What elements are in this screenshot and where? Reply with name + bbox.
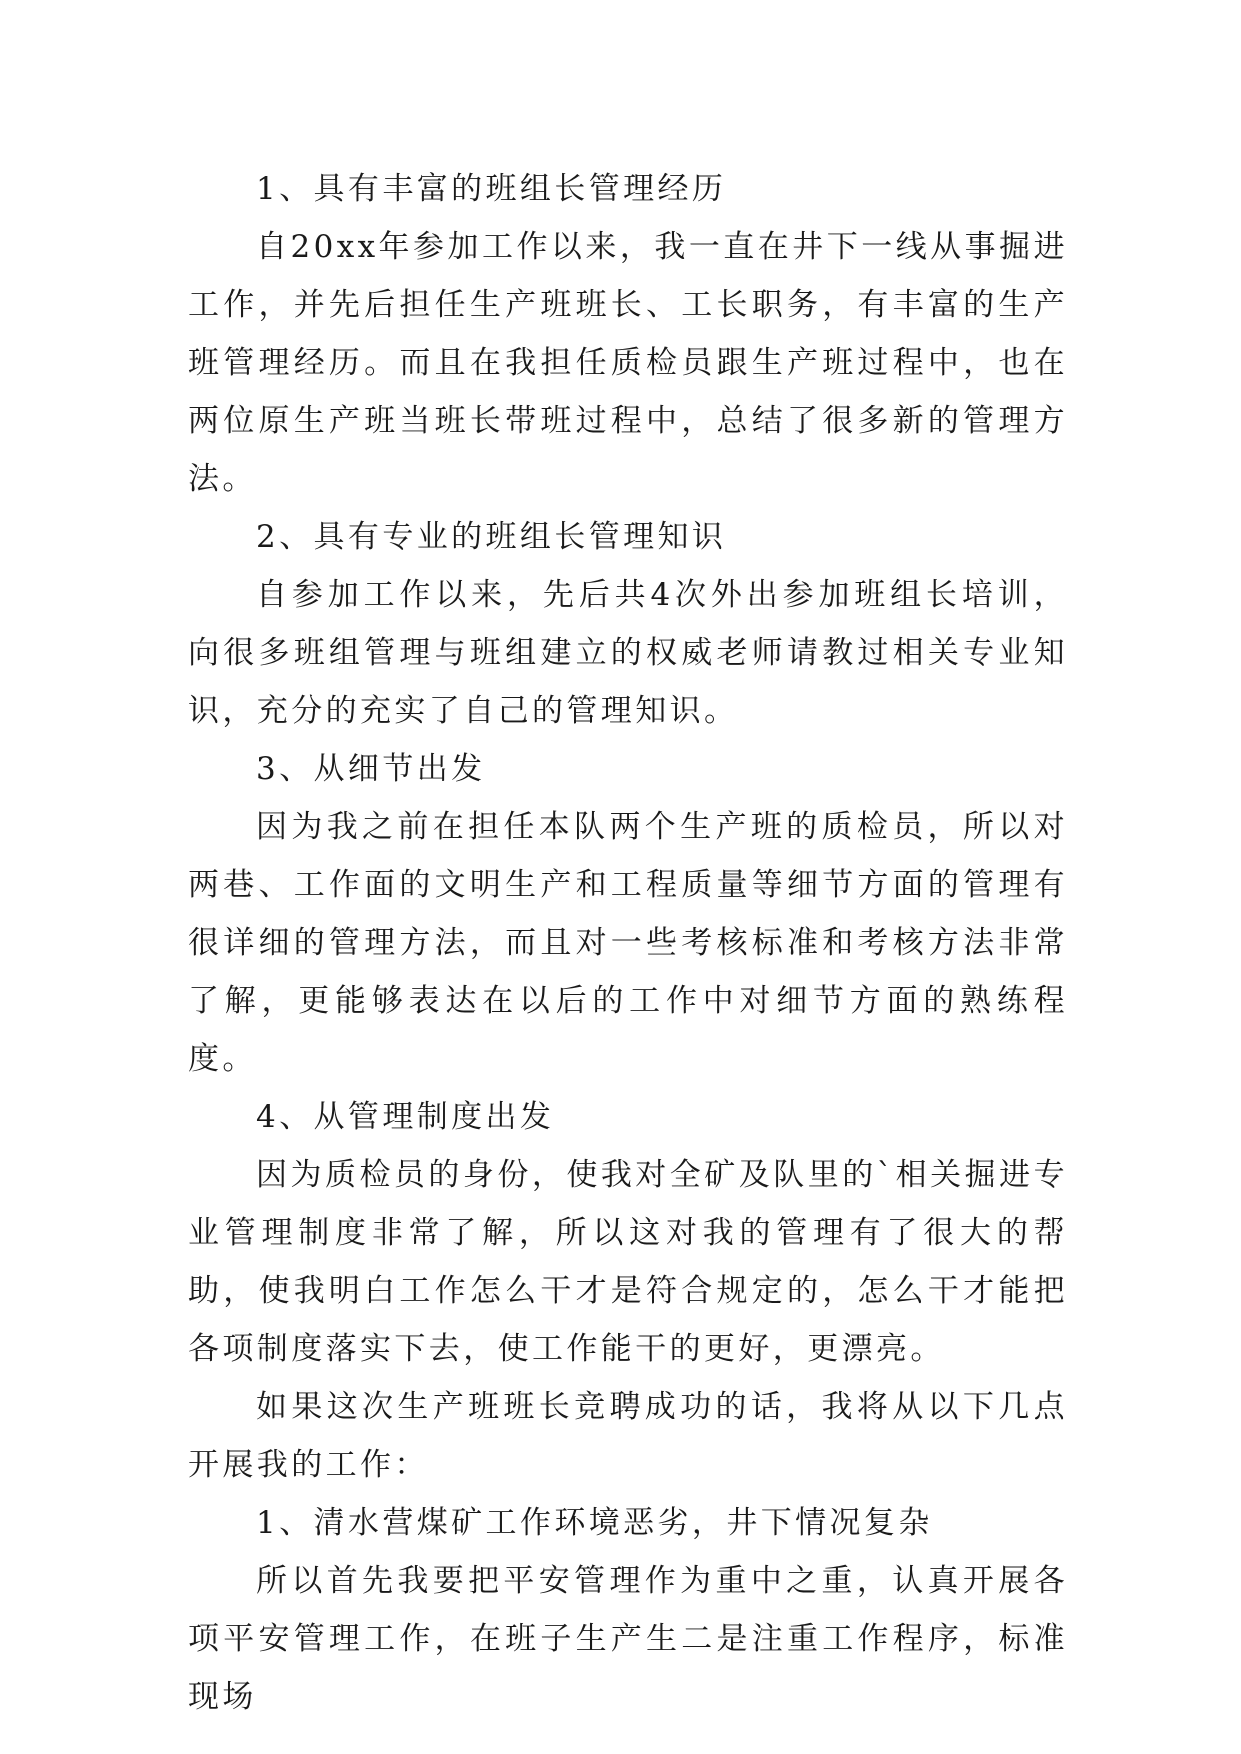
heading-4-management-system: 4、从管理制度出发 — [256, 1099, 555, 1135]
paragraph-safety-management: 所以首先我要把平安管理作为重中之重，认真开展各项平安管理工作，在班子生产生二是注重工作程序，标准现场 — [188, 1563, 1068, 1715]
paragraph-details: 因为我之前在担任本队两个生产班的质检员，所以对两巷、工作面的文明生产和工程质量等细节方面的管理有很详细的管理方法，而且对一些考核标准和考核方法非常了解，更能够表达在以后的工作中对细节方面的熟练程度。 — [188, 809, 1068, 1077]
heading-2-management-knowledge: 2、具有专业的班组长管理知识 — [256, 519, 727, 555]
document-body — [188, 160, 1068, 1726]
heading-plan-1-environment: 1、清水营煤矿工作环境恶劣，井下情况复杂 — [256, 1505, 933, 1541]
paragraph-training: 自参加工作以来，先后共4次外出参加班组长培训，向很多班组管理与班组建立的权威老师请教过相关专业知识，充分的充实了自己的管理知识。 — [188, 577, 1068, 729]
paragraph-plan-intro: 如果这次生产班班长竞聘成功的话，我将从以下几点开展我的工作： — [188, 1389, 1068, 1483]
heading-1-management-experience: 1、具有丰富的班组长管理经历 — [256, 171, 727, 207]
paragraph-work-history: 自20xx年参加工作以来，我一直在井下一线从事掘进工作，并先后担任生产班班长、工长职务，有丰富的生产班管理经历。而且在我担任质检员跟生产班过程中，也在两位原生产班当班长带班过程中，总结了很多新的管理方法。 — [188, 229, 1068, 497]
heading-3-details: 3、从细节出发 — [256, 751, 486, 787]
paragraph-management-system: 因为质检员的身份，使我对全矿及队里的`相关掘进专业管理制度非常了解，所以这对我的管理有了很大的帮助，使我明白工作怎么干才是符合规定的，怎么干才能把各项制度落实下去，使工作能干的更好，更漂亮。 — [188, 1157, 1068, 1367]
